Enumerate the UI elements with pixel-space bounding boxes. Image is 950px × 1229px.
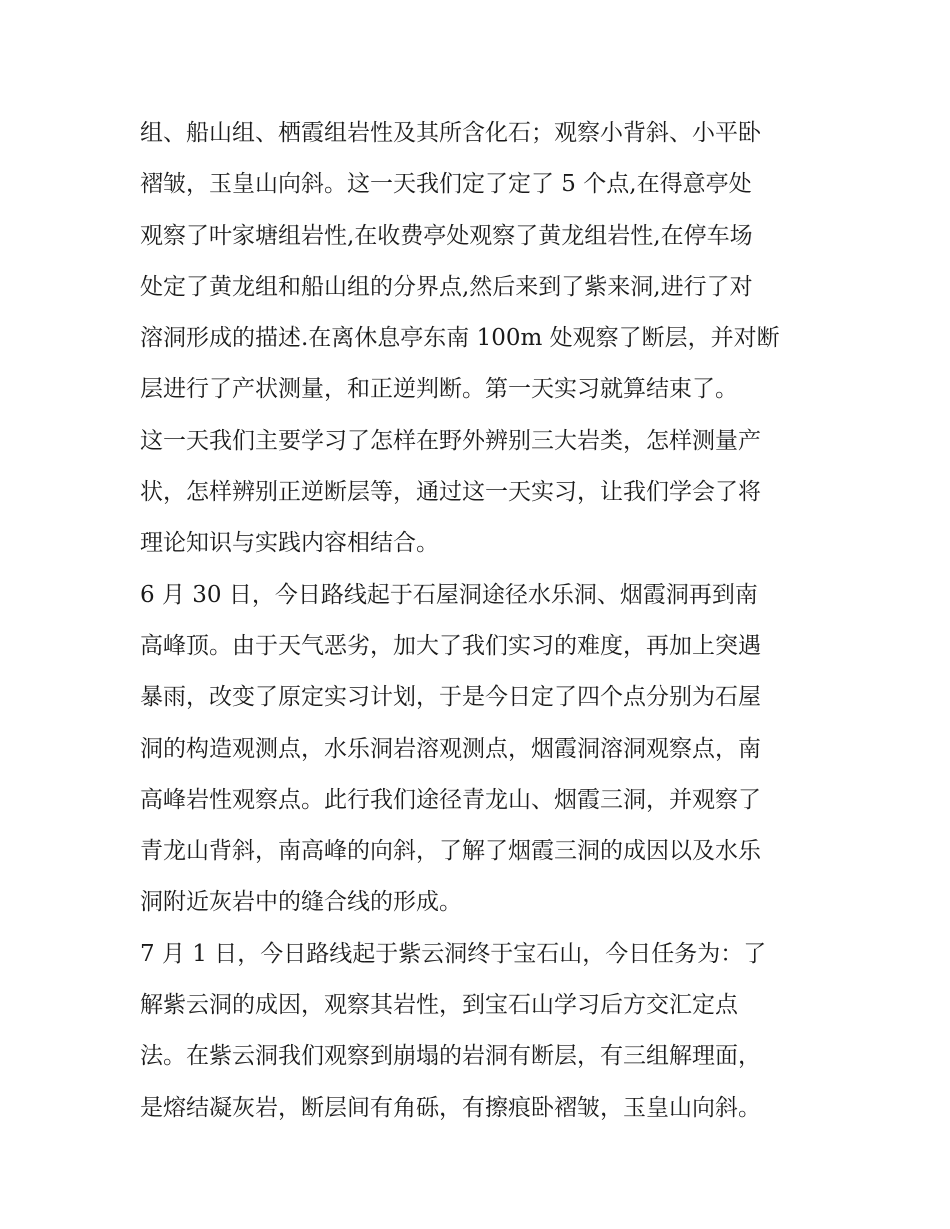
text-line: 解紫云洞的成因，观察其岩性，到宝石山学习后方交汇定点 [140,992,738,1019]
text-line: 褶皱，玉皇山向斜。这一天我们定了定了 5 个点,在得意亭处 [140,171,752,198]
text-line: 高峰顶。由于天气恶劣，加大了我们实习的难度，再加上突遇 [140,632,761,659]
text-line: 高峰岩性观察点。此行我们途径青龙山、烟霞三洞，并观察了 [140,786,761,813]
text-line: 法。在紫云洞我们观察到崩塌的岩洞有断层，有三组解理面， [140,1043,761,1070]
text-line: 是熔结凝灰岩，断层间有角砾，有擦痕卧褶皱，玉皇山向斜。 [140,1094,761,1121]
text-line: 处定了黄龙组和船山组的分界点,然后来到了紫来洞,进行了对 [140,273,753,300]
text-line: 观察了叶家塘组岩性,在收费亭处观察了黄龙组岩性,在停车场 [140,222,753,249]
text-line: 这一天我们主要学习了怎样在野外辨别三大岩类，怎样测量产 [140,427,761,454]
text-line: 6 月 30 日，今日路线起于石屋洞途径水乐洞、烟霞洞再到南 [140,581,758,608]
text-line: 洞附近灰岩中的缝合线的形成。 [140,889,462,916]
text-line: 层进行了产状测量，和正逆判断。第一天实习就算结束了。 [140,376,738,403]
text-line: 暴雨，改变了原定实习计划，于是今日定了四个点分别为石屋 [140,684,761,711]
text-line: 青龙山背斜，南高峰的向斜，了解了烟霞三洞的成因以及水乐 [140,838,761,865]
text-line: 洞的构造观测点，水乐洞岩溶观测点，烟霞洞溶洞观察点，南 [140,735,761,762]
text-line: 组、船山组、栖霞组岩性及其所含化石；观察小背斜、小平卧 [140,120,761,146]
text-line: 状，怎样辨别正逆断层等，通过这一天实习，让我们学会了将 [140,479,761,506]
body-text [140,108,840,1134]
text-line: 7 月 1 日，今日路线起于紫云洞终于宝石山，今日任务为：了 [140,940,767,967]
text-line: 溶洞形成的描述.在离休息亭东南 100m 处观察了断层，并对断 [140,325,780,352]
text-line: 理论知识与实践内容相结合。 [140,530,439,557]
